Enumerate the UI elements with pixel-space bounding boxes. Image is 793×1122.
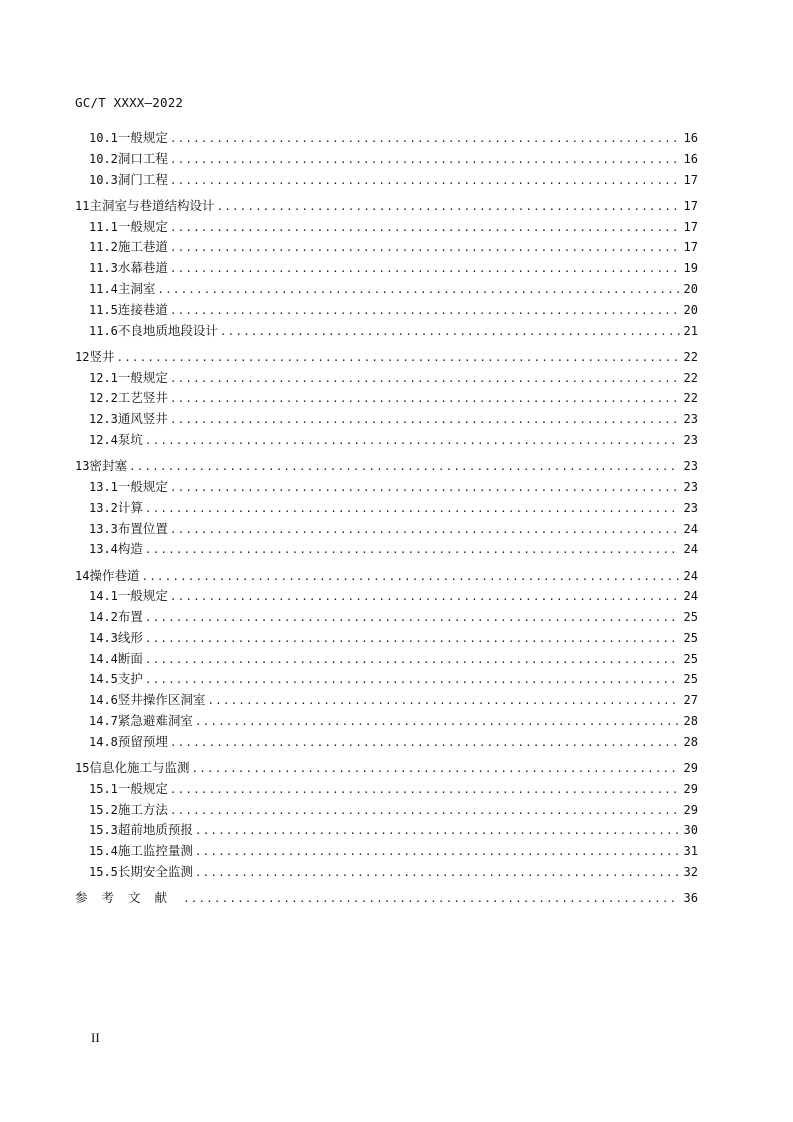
toc-dot-leader [157,280,680,301]
toc-entry[interactable] [75,170,698,191]
toc-dot-leader [216,197,680,218]
toc-entry-title: 竖井操作区洞室 [117,692,206,708]
toc-entry[interactable] [75,732,698,753]
toc-entry-page: 29 [683,802,698,817]
toc-entry[interactable] [75,800,698,821]
toc-entry-number: 11 [75,198,90,213]
toc-entry[interactable] [75,690,698,711]
toc-entry-number: 15 [75,761,90,776]
toc-entry-title: 布置位置 [117,520,168,536]
toc-entry-number: 11.5 [89,302,118,317]
toc-dot-leader [145,629,680,650]
toc-entry-number: 11.4 [89,281,118,296]
toc-dot-leader [170,478,680,499]
toc-entry-title: 长期安全监测 [117,864,193,880]
toc-entry-page: 22 [683,370,698,385]
toc-entry[interactable] [75,779,698,800]
toc-entry[interactable] [75,649,698,670]
toc-entry[interactable] [75,388,698,409]
toc-entry-title: 泵坑 [117,431,143,447]
toc-dot-leader [195,842,680,863]
toc-entry[interactable] [75,862,698,883]
toc-entry-number: 14.8 [89,734,118,749]
toc-entry-number: 14.2 [89,610,118,625]
toc-entry-number: 12.1 [89,370,118,385]
toc-entry[interactable] [75,519,698,540]
toc-entry-page: 17 [683,172,698,187]
toc-dot-leader [170,218,680,239]
toc-dot-leader [170,369,680,390]
toc-entry-page: 29 [683,781,698,796]
toc-entry[interactable] [75,566,698,587]
toc-dot-leader [170,171,680,192]
toc-entry-number: 15.4 [89,844,118,859]
toc-entry-title: 竖井 [89,348,115,364]
toc-dot-leader [207,691,680,712]
toc-entry-number: 13.2 [89,500,118,515]
toc-entry[interactable] [75,258,698,279]
toc-dot-leader [145,540,680,561]
toc-entry-title: 参考文献 [75,890,182,906]
toc-entry-title: 一般规定 [117,478,168,494]
toc-entry[interactable] [75,300,698,321]
toc-entry-number: 15.5 [89,865,118,880]
toc-entry[interactable] [75,477,698,498]
toc-entry[interactable] [75,196,698,217]
toc-entry-page: 19 [683,261,698,276]
toc-dot-leader [195,712,680,733]
toc-entry-number: 15.3 [89,823,118,838]
toc-entry-number: 11.1 [89,219,118,234]
toc-entry-number: 10.2 [89,151,118,166]
toc-entry-page: 17 [683,240,698,255]
toc-dot-leader [191,759,680,780]
toc-entry-page: 17 [683,198,698,213]
toc-entry-title: 支护 [117,671,143,687]
toc-entry[interactable] [75,237,698,258]
toc-entry[interactable] [75,279,698,300]
toc-dot-leader [170,238,680,259]
toc-entry-number: 11.6 [89,323,118,338]
toc-entry[interactable] [75,820,698,841]
toc-dot-leader [170,587,680,608]
toc-entry-number: 12.3 [89,412,118,427]
toc-entry-number: 13.3 [89,521,118,536]
toc-dot-leader [145,670,680,691]
toc-dot-leader [145,608,680,629]
toc-entry-title: 一般规定 [117,780,168,796]
toc-entry-title: 施工方法 [117,801,168,817]
toc-entry[interactable] [75,149,698,170]
toc-entry-title: 线形 [117,629,143,645]
table-of-contents [75,128,698,909]
toc-entry[interactable] [75,430,698,451]
toc-dot-leader [183,889,680,910]
toc-entry-page: 20 [683,302,698,317]
toc-entry-page: 32 [683,865,698,880]
toc-entry-number: 14 [75,568,90,583]
toc-entry-title: 超前地质预报 [117,822,193,838]
toc-dot-leader [195,863,680,884]
toc-dot-leader [170,410,680,431]
toc-entry-title: 洞口工程 [117,150,168,166]
toc-entry-page: 16 [683,131,698,145]
toc-entry-number: 13.4 [89,542,118,557]
toc-dot-leader [145,650,680,671]
toc-entry-title: 密封塞 [89,458,127,474]
toc-dot-leader [141,567,680,588]
toc-entry-number: 14.3 [89,630,118,645]
toc-entry-page: 28 [683,714,698,729]
toc-dot-leader [195,821,680,842]
toc-entry-title: 操作巷道 [89,567,140,583]
toc-entry-page: 21 [683,323,698,338]
page-number-footer: II [91,1030,100,1045]
toc-entry-number: 13.1 [89,479,118,494]
toc-entry-title: 工艺竖井 [117,390,168,406]
toc-entry-page: 25 [683,610,698,625]
toc-entry-title: 施工巷道 [117,239,168,255]
toc-dot-leader [170,129,680,150]
toc-entry[interactable] [75,841,698,862]
toc-entry[interactable] [75,539,698,560]
toc-entry-number: 13 [75,459,90,474]
toc-entry-page: 16 [683,151,698,166]
toc-dot-leader [170,733,680,754]
toc-dot-leader [170,780,680,801]
toc-entry-title: 主洞室 [117,280,156,296]
toc-dot-leader [145,499,680,520]
toc-entry-title: 主洞室与巷道结构设计 [89,197,215,213]
toc-entry-page: 25 [683,630,698,645]
toc-entry-title: 信息化施工与监测 [89,760,190,776]
toc-entry[interactable] [75,586,698,607]
toc-entry-page: 30 [683,823,698,838]
toc-entry-number: 14.5 [89,672,118,687]
toc-entry[interactable] [75,456,698,477]
toc-entry-title: 断面 [117,650,143,666]
toc-entry-title: 布置 [117,609,143,625]
toc-dot-leader [145,431,680,452]
toc-entry-title: 洞门工程 [117,171,168,187]
toc-entry-page: 25 [683,651,698,666]
toc-entry-page: 24 [683,521,698,536]
toc-dot-leader [170,259,680,280]
toc-entry[interactable] [75,498,698,519]
toc-dot-leader [170,520,680,541]
toc-entry[interactable] [75,607,698,628]
toc-entry-page: 36 [683,891,698,906]
toc-entry[interactable] [75,888,698,909]
toc-entry[interactable] [75,347,698,368]
toc-entry-title: 紧急避难洞室 [117,713,193,729]
toc-entry-title: 计算 [117,499,143,515]
toc-entry-page: 24 [683,542,698,557]
toc-entry-title: 通风竖井 [117,411,168,427]
toc-entry-number: 11.2 [89,240,118,255]
toc-entry[interactable] [75,368,698,389]
toc-entry[interactable] [75,711,698,732]
toc-entry-title: 施工监控量测 [117,843,193,859]
toc-entry-page: 23 [683,500,698,515]
toc-entry-page: 29 [683,761,698,776]
toc-entry-number: 15.2 [89,802,118,817]
toc-entry-number: 12.4 [89,432,118,447]
toc-entry-page: 24 [683,589,698,604]
toc-entry[interactable] [75,128,698,149]
toc-entry-title: 一般规定 [117,369,168,385]
toc-dot-leader [220,322,680,343]
toc-entry-title: 连接巷道 [117,301,168,317]
toc-entry-number: 12 [75,349,90,364]
toc-entry-title: 一般规定 [117,588,168,604]
toc-entry-number: 15.1 [89,781,118,796]
toc-entry-page: 27 [683,693,698,708]
toc-dot-leader [170,801,680,822]
toc-entry-title: 一般规定 [117,130,168,145]
toc-entry-title: 不良地质地段设计 [117,322,218,338]
toc-entry[interactable] [75,628,698,649]
toc-entry-page: 23 [683,479,698,494]
toc-entry-title: 构造 [117,541,143,557]
document-code-header: GC/T XXXX—2022 [75,95,184,110]
toc-entry-number: 12.2 [89,391,118,406]
toc-entry-number: 14.6 [89,693,118,708]
toc-entry-number: 14.4 [89,651,118,666]
toc-entry[interactable] [75,217,698,238]
toc-dot-leader [170,389,680,410]
toc-entry-number: 10.3 [89,172,118,187]
toc-entry-page: 22 [683,391,698,406]
toc-entry-number: 14.7 [89,714,118,729]
toc-entry-page: 17 [683,219,698,234]
toc-entry-page: 28 [683,734,698,749]
toc-entry-number: 11.3 [89,261,118,276]
toc-dot-leader [170,301,680,322]
toc-entry-page: 22 [683,349,698,364]
toc-entry-page: 23 [683,412,698,427]
toc-entry-page: 23 [683,432,698,447]
toc-entry-title: 预留预埋 [117,733,168,749]
toc-entry-number: 14.1 [89,589,118,604]
toc-dot-leader [129,457,680,478]
toc-entry[interactable] [75,669,698,690]
toc-entry-number: 10.1 [89,131,118,145]
toc-entry-page: 25 [683,672,698,687]
toc-entry[interactable] [75,321,698,342]
toc-entry-page: 20 [683,281,698,296]
toc-entry[interactable] [75,758,698,779]
toc-entry-title: 水幕巷道 [117,260,168,276]
toc-dot-leader [116,348,680,369]
toc-entry-page: 23 [683,459,698,474]
toc-dot-leader [170,150,680,171]
toc-entry-page: 24 [683,568,698,583]
toc-entry[interactable] [75,409,698,430]
toc-entry-page: 31 [683,844,698,859]
toc-entry-title: 一般规定 [117,218,168,234]
